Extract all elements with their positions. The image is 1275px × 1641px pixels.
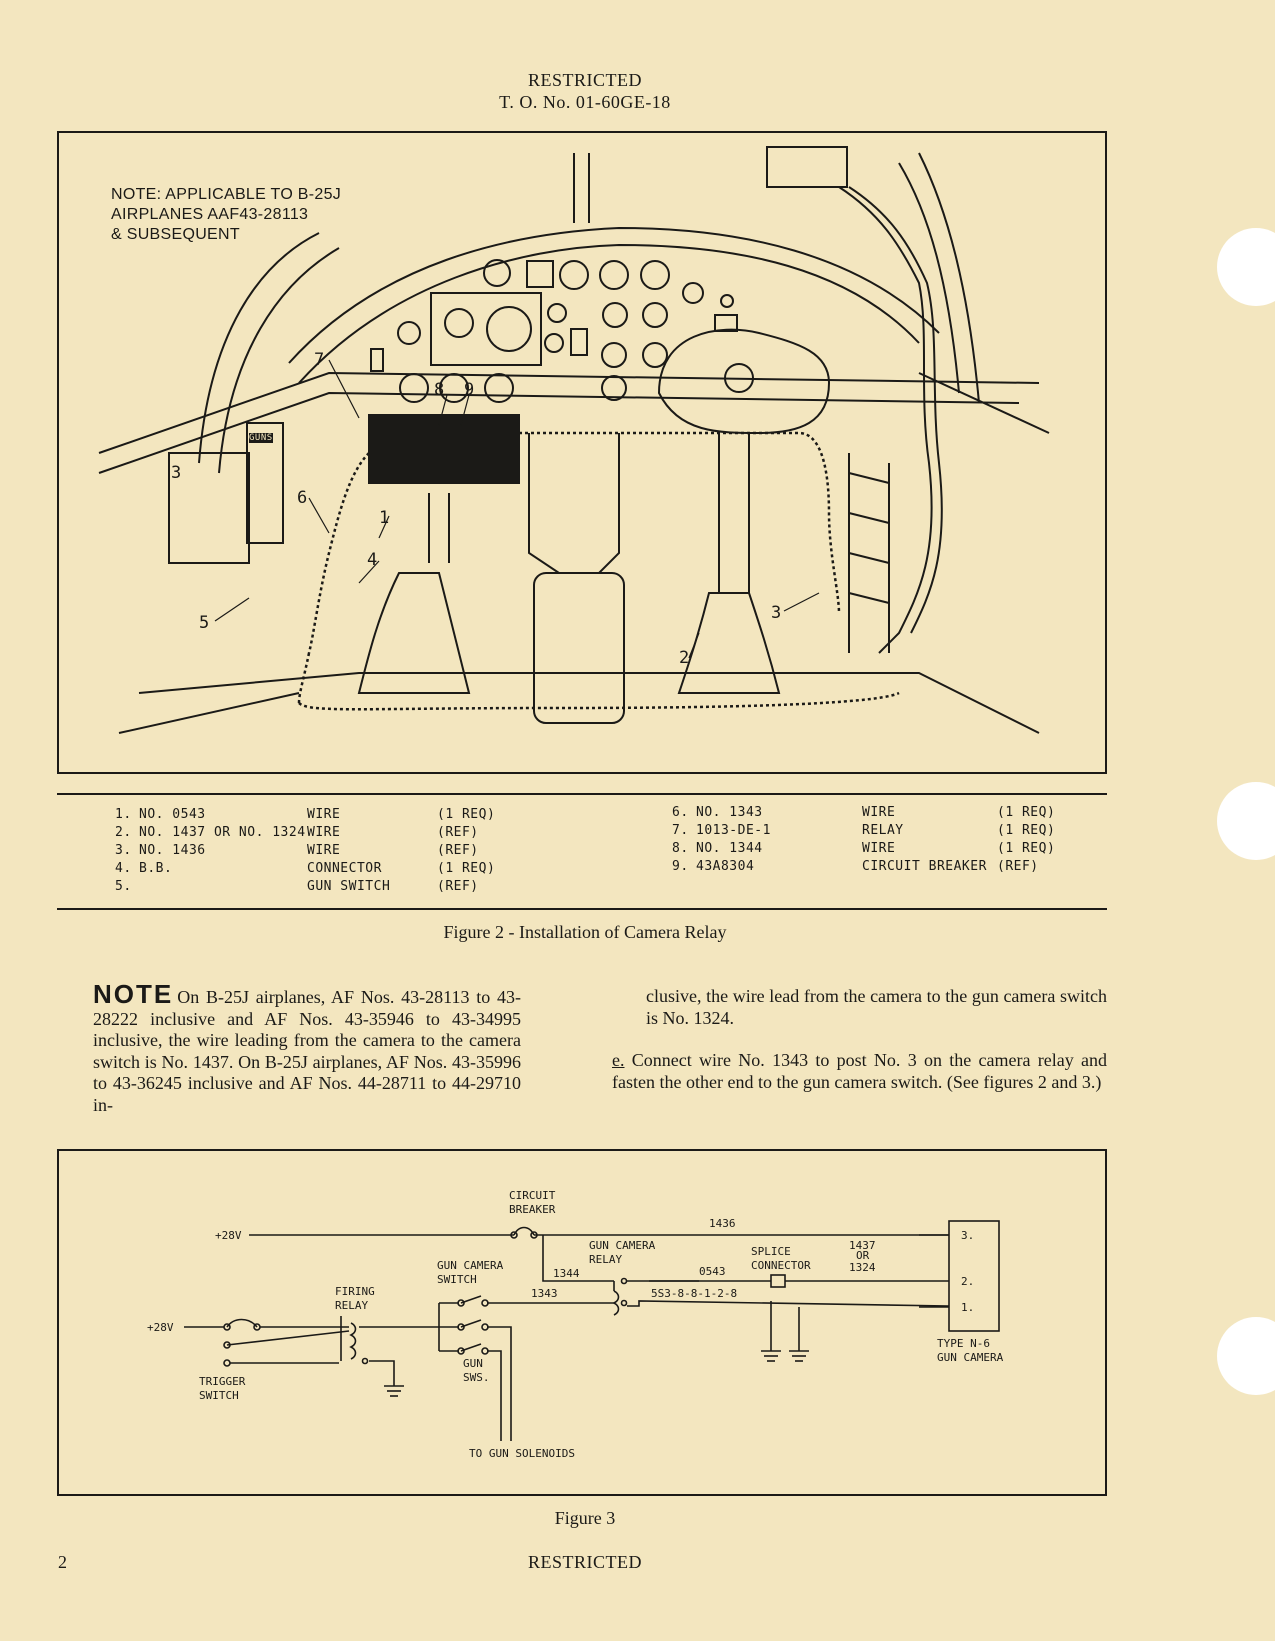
splice-label-2: CONNECTOR (751, 1259, 811, 1272)
firing-relay-2: RELAY (335, 1299, 369, 1312)
gcs-label-1: GUN CAMERA (437, 1259, 504, 1272)
body-right-column (612, 986, 1107, 1093)
callout-3: 3 (771, 603, 782, 623)
wire-1344: 1344 (553, 1267, 580, 1280)
callout-2: 2 (679, 648, 690, 668)
wire-1324: 1324 (849, 1261, 876, 1274)
figure2-caption: Figure 2 - Installation of Camera Relay (443, 922, 727, 942)
step-e-paragraph (612, 1050, 1107, 1093)
cb-label-1: CIRCUIT (509, 1189, 556, 1202)
cb-label-2: BREAKER (509, 1203, 556, 1216)
page-number: 2 (58, 1552, 67, 1572)
splice-label-1: SPLICE (751, 1245, 791, 1258)
wire-1437: 1437 (849, 1239, 876, 1252)
punch-hole-middle (1217, 782, 1275, 860)
callout-3-panel: 3 (171, 463, 182, 483)
wire-1343: 1343 (531, 1287, 558, 1300)
figure2-illustration (57, 131, 1107, 774)
continuation-paragraph: clusive, the wire lead from the camera to the gun camera switch is No. 1324. (646, 986, 1107, 1028)
firing-relay-1: FIRING (335, 1285, 375, 1298)
gun-sws-1: GUN (463, 1357, 483, 1370)
wire-1436: 1436 (709, 1217, 736, 1230)
part-5s3: 5S3-8-8-1-2-8 (651, 1287, 738, 1300)
step-e-label: e. (612, 1050, 625, 1070)
gcs-label-2: SWITCH (437, 1273, 477, 1286)
wiring-diagram (59, 1151, 1105, 1494)
plus28-left: +28V (147, 1321, 174, 1334)
note-line-3: & SUBSEQUENT (111, 226, 240, 243)
note-line-1: NOTE: APPLICABLE TO B-25J (111, 186, 342, 203)
punch-hole-top (1217, 228, 1275, 306)
trigger-label-1: TRIGGER (199, 1375, 246, 1388)
callout-4: 4 (367, 550, 378, 570)
callout-8: 8 (434, 380, 445, 400)
camera-label-2: GUN CAMERA (937, 1351, 1004, 1364)
header-to-number: T. O. No. 01-60GE-18 (499, 92, 671, 112)
note-line-2: AIRPLANES AAF43-28113 (111, 206, 309, 223)
callout-9: 9 (464, 380, 475, 400)
note-paragraph: On B-25J airplanes, AF Nos. 43-28113 to 43-28222 inclusive and AF Nos. 43-35946 to 43-34995 inclusive, the wire leading from the camera to the camera switch is No. 1437. On B-25J airplanes, AF Nos. 43-35996 to 43-36245 inclusive and AF Nos. 44-28711 to 44-29710 in- (93, 987, 521, 1115)
figure3-caption: Figure 3 (554, 1508, 616, 1528)
body-left-column (93, 979, 521, 1116)
plus28-top: +28V (215, 1229, 242, 1242)
wire-or: OR (856, 1249, 870, 1262)
gun-sws-2: SWS. (463, 1371, 490, 1384)
step-e-text: Connect wire No. 1343 to post No. 3 on the camera relay and fasten the other end to the gun camera switch. (See figures 2 and 3.) (612, 1050, 1107, 1092)
pin-3: 3. (961, 1229, 975, 1242)
punch-hole-bottom (1217, 1317, 1275, 1395)
wire-0543: 0543 (699, 1265, 726, 1278)
footer-classification: RESTRICTED (527, 1552, 642, 1572)
figure2-note (111, 185, 341, 245)
camera-label-1: TYPE N-6 (937, 1337, 990, 1350)
callout-5: 5 (199, 613, 210, 633)
trigger-label-2: SWITCH (199, 1389, 239, 1402)
note-heading: NOTE (93, 979, 174, 1009)
relay-label-1: GUN CAMERA (589, 1239, 656, 1252)
callout-6: 6 (297, 488, 308, 508)
to-gun-solenoids: TO GUN SOLENOIDS (469, 1447, 575, 1460)
guns-panel-label: GUNS (249, 433, 273, 443)
pin-1: 1. (961, 1301, 975, 1314)
callout-1: 1 (379, 508, 390, 528)
header-classification: RESTRICTED (527, 70, 642, 90)
figure2-legend: 1. NO. 0543 WIRE (1 REQ) 2. NO. 1437 OR NO. 1324 WIRE (REF) 3. NO. 1436 WIRE (REF) 4. B.B. CONNECTOR (1 REQ) 5. GUN SWITCH (REF) 6. NO. 1343 WIRE (1 REQ) 7. 1013-DE-1 RELAY (1 REQ) 8. NO. 1344 WIRE (1 REQ) 9. 43A8304 CIRCUIT BREAKER (REF) (57, 793, 1107, 910)
figure3-schematic (57, 1149, 1107, 1496)
relay-label-2: RELAY (589, 1253, 623, 1266)
pin-2: 2. (961, 1275, 975, 1288)
callout-7: 7 (314, 350, 325, 370)
